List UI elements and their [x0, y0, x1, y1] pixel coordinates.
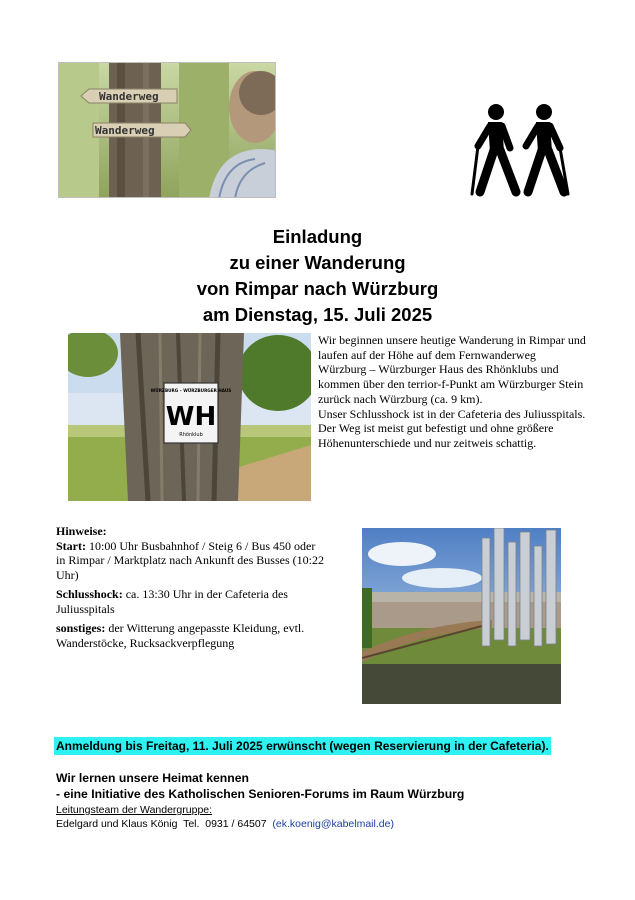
viewpoint-photo	[362, 528, 561, 704]
title-line-1: Einladung	[272, 226, 363, 247]
plate-top-text: WÜRZBURG – WÜRZBURGER HAUS	[150, 388, 232, 393]
hint-misc-text: der Witterung angepasste Kleidung, evtl. Wanderstöcke, Rucksackverpflegung	[56, 621, 305, 650]
hikers-icon	[468, 102, 574, 198]
footer-initiative: - eine Initiative des Katholischen Senioren-Forums im Raum Würzburg	[56, 787, 465, 801]
footer-team-heading: Leitungsteam der Wandergruppe:	[56, 804, 213, 816]
signpost-photo	[58, 62, 276, 198]
title-line-4: am Dienstag, 15. Juli 2025	[202, 304, 433, 325]
intro-paragraph-2: Unser Schlusshock ist in der Cafeteria des Juliusspitals.	[318, 406, 586, 421]
intro-paragraph-1: Wir beginnen unsere heutige Wanderung in Rimpar und laufen auf der Höhe auf dem Fernwanderweg Würzburg – Würzburger Haus des Rhönklubs und kommen über den terrior-f-Punkt am Würzburger Stein zurück nach Würzburg (ca. 9 km).	[318, 333, 586, 406]
title-line-3: von Rimpar nach Würzburg	[196, 278, 439, 299]
intro-paragraph-3: Der Weg ist meist gut befestigt und ohne größere Höhenunterschiede und nur zeitweis schattig.	[318, 421, 554, 450]
hint-start	[56, 539, 326, 583]
hint-misc-label: sonstiges:	[56, 621, 106, 635]
hint-end	[56, 587, 326, 616]
footer-slogan: Wir lernen unsere Heimat kennen	[56, 771, 249, 785]
email-link[interactable]: (ek.koenig@kabelmail.de)	[272, 818, 394, 830]
intro-text	[318, 333, 586, 451]
title-line-2: zu einer Wanderung	[229, 252, 406, 273]
footer	[56, 770, 464, 832]
tree-sign-photo	[68, 333, 311, 501]
hint-end-text: ca. 13:30 Uhr in der Cafeteria des Juliusspitals	[56, 587, 288, 616]
plate-bottom-text: Rhönklub	[179, 432, 203, 438]
plate-mark-text: WH	[165, 402, 217, 432]
contact-text: Edelgard und Klaus König Tel. 0931 / 64507	[56, 818, 273, 830]
hints-block	[56, 524, 326, 655]
hints-heading: Hinweise:	[56, 524, 107, 538]
hint-start-label: Start:	[56, 538, 86, 553]
sign-bottom-text: Wanderweg	[95, 124, 155, 137]
hint-start-text: 10:00 Uhr Busbahnhof / Steig 6 / Bus 450 oder in Rimpar / Marktplatz nach Ankunft des Busses (10:22 Uhr)	[56, 538, 324, 582]
hint-misc	[56, 621, 326, 650]
sign-top-text: Wanderweg	[99, 90, 159, 103]
footer-contact	[56, 817, 464, 832]
signup-notice: Anmeldung bis Freitag, 11. Juli 2025 erwünscht (wegen Reservierung in der Cafeteria).	[56, 739, 549, 753]
hint-end-label: Schlusshock:	[56, 587, 123, 601]
